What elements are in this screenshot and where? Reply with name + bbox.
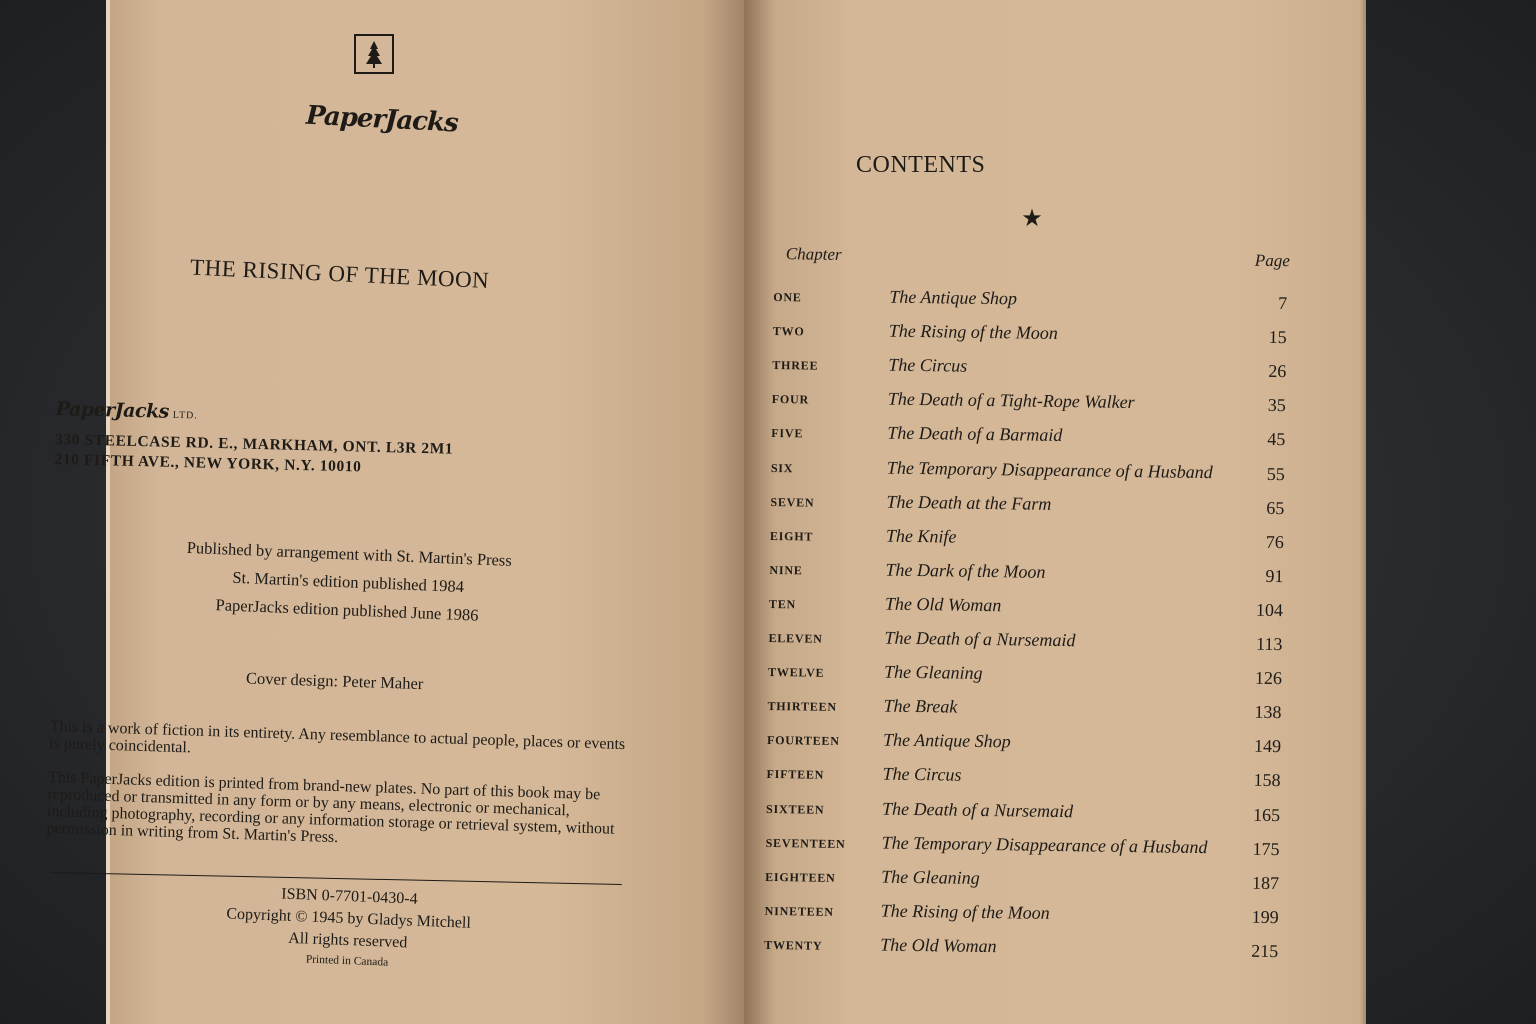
chapter-title: The Gleaning — [881, 866, 980, 888]
chapter-number: FIFTEEN — [766, 767, 825, 783]
chapter-number: NINETEEN — [764, 903, 834, 919]
chapter-number: TWO — [772, 324, 805, 339]
chapter-page: 187 — [1251, 872, 1280, 893]
chapter-page: 165 — [1252, 804, 1281, 825]
chapter-page: 7 — [1278, 293, 1288, 314]
chapter-title: The Death of a Barmaid — [887, 423, 1063, 446]
imprint-brand: PaperJacks — [55, 398, 170, 423]
chapter-number: FOUR — [771, 392, 810, 407]
chapter-page: 199 — [1251, 906, 1279, 927]
chapter-page: 15 — [1268, 327, 1287, 348]
chapter-title: The Break — [883, 695, 958, 717]
table-of-contents — [764, 244, 1304, 967]
address-line-2: 210 FIFTH AVE., NEW YORK, N.Y. 10010 — [54, 450, 362, 476]
chapter-title: The Old Woman — [880, 934, 997, 957]
publication-line-3: PaperJacks edition published June 1986 — [215, 595, 479, 625]
printed-in: Printed in Canada — [305, 953, 389, 969]
chapter-page: 126 — [1254, 667, 1283, 689]
chapter-title: The Circus — [882, 763, 962, 786]
chapter-title: The Death at the Farm — [886, 491, 1052, 514]
chapter-number: THREE — [772, 358, 819, 373]
chapter-number: FIVE — [771, 426, 804, 441]
chapter-page: 175 — [1252, 838, 1280, 859]
book-title: THE RISING OF THE MOON — [189, 254, 490, 294]
chapter-title: The Gleaning — [883, 661, 983, 684]
chapter-number: TEN — [768, 596, 797, 612]
chapter-title: The Antique Shop — [889, 286, 1018, 309]
toc-rows — [764, 278, 1303, 967]
publisher-imprint — [54, 398, 516, 481]
chapter-number: SEVEN — [770, 494, 815, 510]
chapter-title: The Dark of the Moon — [885, 559, 1046, 582]
chapter-title: The Temporary Disappearance of a Husband — [881, 832, 1208, 857]
chapter-title: The Knife — [885, 525, 957, 547]
chapter-number: SIXTEEN — [766, 801, 825, 817]
chapter-page: 35 — [1267, 395, 1286, 416]
chapter-title: The Old Woman — [884, 593, 1002, 616]
rights-reserved: All rights reserved — [287, 929, 408, 952]
chapter-number: THIRTEEN — [767, 699, 837, 715]
publication-line-2: St. Martin's edition published 1984 — [232, 567, 465, 597]
address-line-1: 330 STEELCASE RD. E., MARKHAM, ONT. L3R 2M1 — [54, 430, 454, 458]
chapter-page: 215 — [1251, 940, 1279, 961]
chapter-title: The Circus — [888, 354, 968, 376]
chapter-number: TWENTY — [764, 937, 823, 953]
fiction-notice: This is a work of fiction in its entirety. Any resemblance to actual people, places or events is purely coincidental. — [48, 718, 626, 757]
chapter-page: 158 — [1253, 770, 1281, 791]
chapter-number: SIX — [770, 460, 794, 475]
chapter-number: TWELVE — [767, 665, 825, 680]
imprint-suffix: LTD. — [172, 409, 198, 422]
chapter-title: The Antique Shop — [882, 729, 1011, 752]
chapter-number: FOURTEEN — [766, 733, 840, 749]
tree-logo-icon — [354, 34, 394, 74]
publication-info — [137, 532, 560, 633]
chapter-page: 26 — [1268, 361, 1287, 382]
chapter-page: 104 — [1255, 599, 1284, 621]
chapter-number: SEVENTEEN — [765, 835, 846, 851]
chapter-page: 76 — [1265, 531, 1285, 552]
page-edge — [1360, 0, 1366, 1024]
chapter-title: The Death of a Tight-Rope Walker — [887, 388, 1135, 413]
chapter-title: The Temporary Disappearance of a Husband — [886, 457, 1213, 482]
contents-heading: CONTENTS — [856, 152, 986, 178]
copyright: Copyright © 1945 by Gladys Mitchell — [226, 905, 472, 932]
chapter-number: EIGHT — [769, 528, 814, 544]
chapter-title: The Death of a Nursemaid — [881, 798, 1074, 821]
chapter-number: ELEVEN — [768, 630, 823, 646]
chapter-title: The Rising of the Moon — [880, 900, 1050, 923]
left-page — [106, 0, 748, 1024]
chapter-page: 149 — [1253, 736, 1282, 757]
page-column-label: Page — [1254, 250, 1290, 271]
chapter-title: The Rising of the Moon — [888, 320, 1058, 344]
rights-notice: This PaperJacks edition is printed from brand-new plates. No part of this book may be reproduced or transmitted in any form or by any means, electronic or mechanical, including photography, recording or any information storage or retrieval system, without permission in writing from St. Martin's Press. — [46, 768, 615, 847]
chapter-number: NINE — [769, 562, 803, 578]
chapter-title: The Death of a Nursemaid — [884, 627, 1076, 651]
chapter-number: ONE — [773, 290, 802, 305]
isbn: ISBN 0-7701-0430-4 — [280, 885, 418, 908]
colophon — [187, 880, 510, 976]
legal-notices — [46, 718, 630, 872]
chapter-page: 138 — [1254, 701, 1282, 723]
chapter-page: 91 — [1265, 565, 1284, 586]
chapter-column-label: Chapter — [785, 244, 842, 264]
publisher-brand: PaperJacks — [305, 100, 459, 139]
chapter-page: 65 — [1266, 497, 1285, 518]
cover-credit: Cover design: Peter Maher — [245, 668, 424, 694]
chapter-page: 113 — [1255, 633, 1283, 655]
star-icon: ★ — [1021, 206, 1043, 232]
chapter-page: 45 — [1267, 429, 1286, 450]
chapter-page: 55 — [1266, 463, 1285, 484]
publication-line-1: Published by arrangement with St. Martin's Press — [186, 537, 513, 570]
chapter-number: EIGHTEEN — [765, 869, 836, 885]
